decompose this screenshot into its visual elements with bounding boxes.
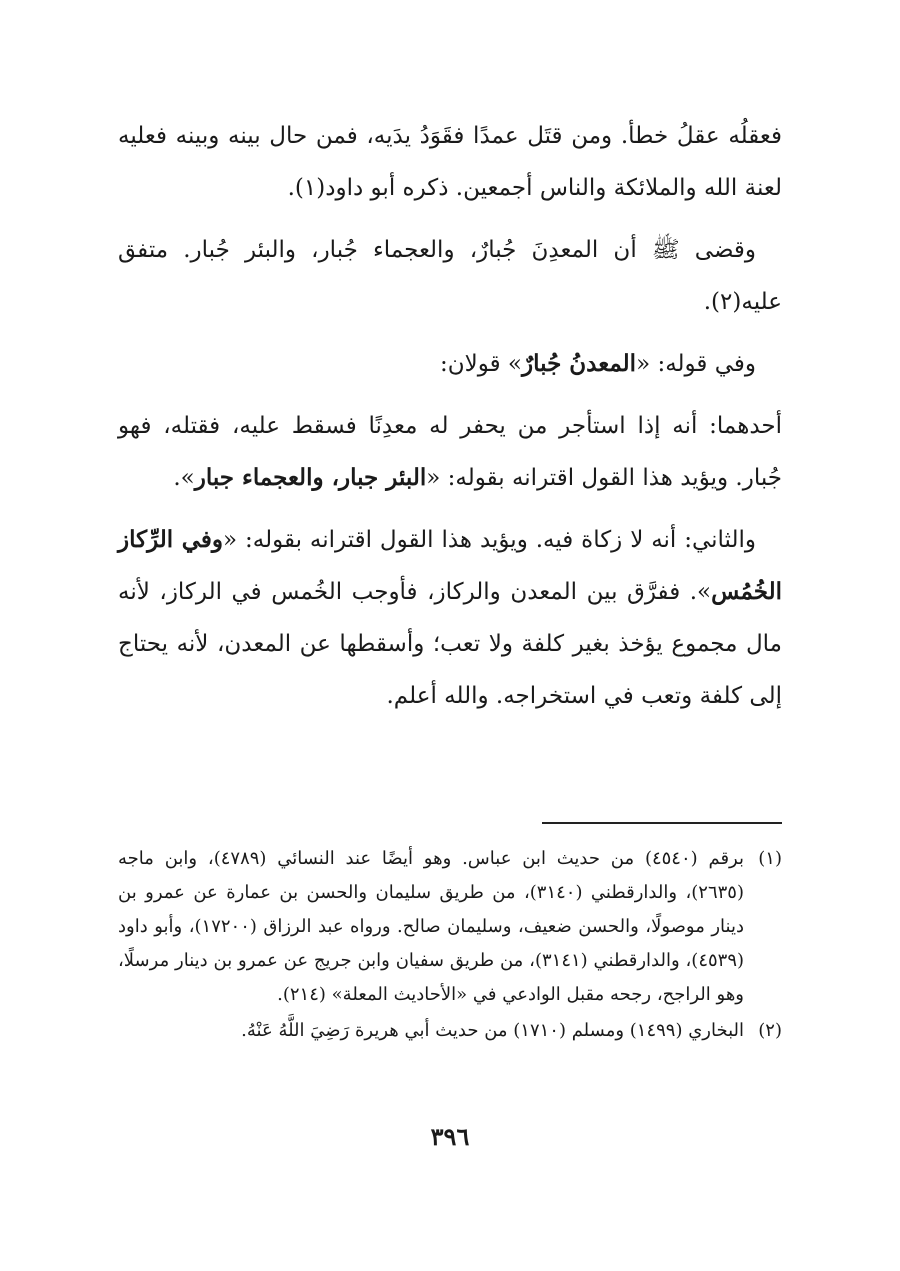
paragraph-4	[118, 400, 782, 504]
paragraph-5	[118, 514, 782, 722]
footnote-1-number: (١)	[758, 848, 782, 869]
paragraph-4-quote: البئر جبار، والعجماء جبار	[194, 464, 427, 491]
paragraph-4-prefix: أحدهما: أنه إذا استأجر من يحفر له معدِنًا فسقط عليه، فقتله، فهو جُبار. ويؤيد هذا القول اقترانه بقوله: «	[118, 413, 782, 491]
footnotes	[118, 842, 782, 1050]
paragraph-3-prefix: وفي قوله: «	[636, 351, 756, 377]
footnote-2-number: (٢)	[758, 1020, 782, 1041]
paragraph-1: فعقلُه عقلُ خطأ. ومن قتَل عمدًا فقَوَدُ يدَيه، فمن حال بينه وبينه فعليه لعنة الله والملائكة والناس أجمعين. ذكره أبو داود(١).	[118, 123, 782, 201]
paragraph-3-suffix: » قولان:	[439, 351, 523, 377]
footnote-1-text: برقم (٤٥٤٠) من حديث ابن عباس. وهو أيضًا عند النسائي (٤٧٨٩)، وابن ماجه (٢٦٣٥)، والدارقطني (٣١٤٠)، من طريق سليمان والحسن بن عمارة عن عمرو بن دينار موصولًا، والحسن ضعيف، وسليمان صالح. ورواه عبد الرزاق (١٧٢٠٠)، وأبو داود (٤٥٣٩)، والدارقطني (٣١٤١)، من طريق سفيان وابن جريج عن عمرو بن دينار مرسلًا، وهو الراجح، رجحه مقبل الوادعي في «الأحاديث المعلة» (٢١٤).	[118, 848, 745, 1005]
paragraph-2: وقضى ﷺ أن المعدِنَ جُبارٌ، والعجماء جُبار، والبئر جُبار. متفق عليه(٢).	[118, 237, 782, 315]
page-number: ٣٩٦	[430, 1122, 470, 1151]
footnote-1	[118, 842, 782, 1012]
footnote-2-text: البخاري (١٤٩٩) ومسلم (١٧١٠) من حديث أبي هريرة رَضِيَ اللَّهُ عَنْهُ.	[241, 1020, 744, 1041]
paragraph-3	[118, 338, 782, 390]
footnote-divider	[542, 822, 782, 824]
paragraph-3-quote: المعدنُ جُبارٌ	[522, 350, 637, 377]
paragraph-5-quote: وفي الرِّكاز الخُمُس	[118, 526, 782, 605]
main-text	[118, 110, 782, 732]
paragraph-5-prefix: والثاني: أنه لا زكاة فيه. ويؤيد هذا القول اقترانه بقوله: «	[223, 527, 756, 553]
paragraph-5-suffix: ». ففرَّق بين المعدن والركاز، فأوجب الخُمس في الركاز، لأنه مال مجموع يؤخذ بغير كلفة ولا تعب؛ وأسقطها عن المعدن، لأنه يحتاج إلى كلفة وتعب في استخراجه. والله أعلم.	[118, 579, 782, 709]
footnote-2	[118, 1014, 782, 1048]
paragraph-4-suffix: ».	[173, 465, 195, 491]
